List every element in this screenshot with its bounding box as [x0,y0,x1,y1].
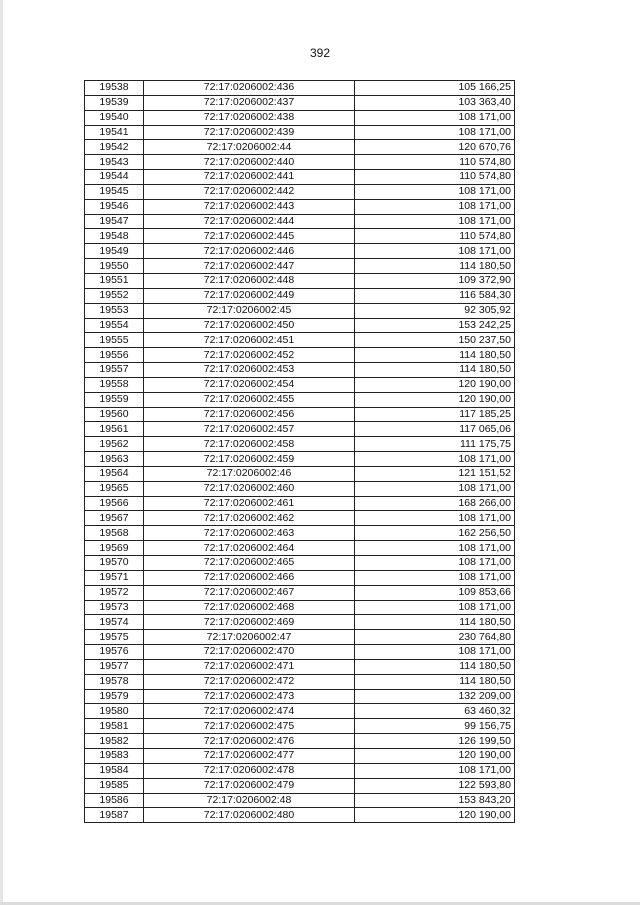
cadastral-number-cell: 72:17:0206002:46 [144,466,355,481]
cadastral-number-cell: 72:17:0206002:454 [144,377,355,392]
table-row [85,674,515,689]
cadastral-number-cell: 72:17:0206002:47 [144,630,355,645]
table-row [85,734,515,749]
amount-cell: 114 180,50 [355,363,515,378]
cadastral-number-cell: 72:17:0206002:456 [144,407,355,422]
table-row [85,689,515,704]
amount-cell: 126 199,50 [355,734,515,749]
amount-cell: 121 151,52 [355,466,515,481]
cadastral-number-cell: 72:17:0206002:475 [144,719,355,734]
amount-cell: 109 372,90 [355,273,515,288]
scan-edge-left [0,0,3,905]
row-number-cell: 19582 [85,734,144,749]
table-row [85,778,515,793]
table-row [85,110,515,125]
row-number-cell: 19575 [85,630,144,645]
table-row [85,763,515,778]
row-number-cell: 19568 [85,526,144,541]
table-row [85,659,515,674]
cadastral-number-cell: 72:17:0206002:439 [144,125,355,140]
row-number-cell: 19586 [85,793,144,808]
row-number-cell: 19552 [85,288,144,303]
row-number-cell: 19554 [85,318,144,333]
row-number-cell: 19555 [85,333,144,348]
row-number-cell: 19585 [85,778,144,793]
page-number: 392 [309,46,331,60]
amount-cell: 108 171,00 [355,452,515,467]
amount-cell: 108 171,00 [355,763,515,778]
row-number-cell: 19545 [85,184,144,199]
cadastral-number-cell: 72:17:0206002:452 [144,348,355,363]
table-row [85,348,515,363]
cadastral-number-cell: 72:17:0206002:437 [144,95,355,110]
table-row [85,392,515,407]
row-number-cell: 19562 [85,437,144,452]
cadastral-number-cell: 72:17:0206002:464 [144,541,355,556]
table-row [85,585,515,600]
cadastral-number-cell: 72:17:0206002:436 [144,81,355,96]
row-number-cell: 19543 [85,155,144,170]
amount-cell: 114 180,50 [355,659,515,674]
table-row [85,273,515,288]
row-number-cell: 19553 [85,303,144,318]
table-row [85,125,515,140]
amount-cell: 117 185,25 [355,407,515,422]
row-number-cell: 19577 [85,659,144,674]
row-number-cell: 19566 [85,496,144,511]
amount-cell: 108 171,00 [355,481,515,496]
amount-cell: 110 574,80 [355,155,515,170]
amount-cell: 230 764,80 [355,630,515,645]
row-number-cell: 19571 [85,570,144,585]
row-number-cell: 19573 [85,600,144,615]
cadastral-number-cell: 72:17:0206002:443 [144,199,355,214]
cadastral-number-cell: 72:17:0206002:472 [144,674,355,689]
table-row [85,407,515,422]
registry-table-body [85,81,515,823]
table-row [85,155,515,170]
row-number-cell: 19587 [85,808,144,823]
table-row [85,199,515,214]
amount-cell: 120 670,76 [355,140,515,155]
cadastral-number-cell: 72:17:0206002:441 [144,170,355,185]
row-number-cell: 19558 [85,377,144,392]
cadastral-number-cell: 72:17:0206002:445 [144,229,355,244]
row-number-cell: 19550 [85,259,144,274]
amount-cell: 63 460,32 [355,704,515,719]
row-number-cell: 19549 [85,244,144,259]
row-number-cell: 19570 [85,556,144,571]
cadastral-number-cell: 72:17:0206002:474 [144,704,355,719]
amount-cell: 168 266,00 [355,496,515,511]
row-number-cell: 19572 [85,585,144,600]
cadastral-number-cell: 72:17:0206002:455 [144,392,355,407]
row-number-cell: 19556 [85,348,144,363]
table-row [85,170,515,185]
table-row [85,600,515,615]
amount-cell: 110 574,80 [355,170,515,185]
cadastral-number-cell: 72:17:0206002:473 [144,689,355,704]
cadastral-number-cell: 72:17:0206002:470 [144,645,355,660]
cadastral-number-cell: 72:17:0206002:442 [144,184,355,199]
row-number-cell: 19540 [85,110,144,125]
cadastral-number-cell: 72:17:0206002:459 [144,452,355,467]
table-row [85,363,515,378]
amount-cell: 114 180,50 [355,615,515,630]
row-number-cell: 19551 [85,273,144,288]
cadastral-number-cell: 72:17:0206002:453 [144,363,355,378]
amount-cell: 108 171,00 [355,214,515,229]
table-row [85,481,515,496]
table-row [85,511,515,526]
row-number-cell: 19581 [85,719,144,734]
table-row [85,556,515,571]
row-number-cell: 19584 [85,763,144,778]
table-row [85,140,515,155]
amount-cell: 153 843,20 [355,793,515,808]
row-number-cell: 19565 [85,481,144,496]
row-number-cell: 19547 [85,214,144,229]
amount-cell: 108 171,00 [355,645,515,660]
row-number-cell: 19561 [85,422,144,437]
amount-cell: 116 584,30 [355,288,515,303]
table-row [85,496,515,511]
amount-cell: 108 171,00 [355,125,515,140]
cadastral-number-cell: 72:17:0206002:447 [144,259,355,274]
amount-cell: 122 593,80 [355,778,515,793]
cadastral-number-cell: 72:17:0206002:450 [144,318,355,333]
row-number-cell: 19546 [85,199,144,214]
table-row [85,244,515,259]
table-row [85,748,515,763]
row-number-cell: 19548 [85,229,144,244]
amount-cell: 120 190,00 [355,392,515,407]
table-row [85,615,515,630]
amount-cell: 153 242,25 [355,318,515,333]
cadastral-number-cell: 72:17:0206002:45 [144,303,355,318]
amount-cell: 99 156,75 [355,719,515,734]
table-row [85,437,515,452]
row-number-cell: 19559 [85,392,144,407]
amount-cell: 108 171,00 [355,556,515,571]
amount-cell: 111 175,75 [355,437,515,452]
table-row [85,422,515,437]
table-row [85,466,515,481]
amount-cell: 162 256,50 [355,526,515,541]
table-row [85,377,515,392]
cadastral-number-cell: 72:17:0206002:446 [144,244,355,259]
registry-table-container [84,80,515,823]
amount-cell: 108 171,00 [355,244,515,259]
amount-cell: 132 209,00 [355,689,515,704]
table-row [85,630,515,645]
cadastral-number-cell: 72:17:0206002:476 [144,734,355,749]
table-row [85,541,515,556]
cadastral-number-cell: 72:17:0206002:466 [144,570,355,585]
cadastral-number-cell: 72:17:0206002:463 [144,526,355,541]
cadastral-number-cell: 72:17:0206002:471 [144,659,355,674]
row-number-cell: 19583 [85,748,144,763]
row-number-cell: 19564 [85,466,144,481]
row-number-cell: 19541 [85,125,144,140]
table-row [85,95,515,110]
row-number-cell: 19539 [85,95,144,110]
cadastral-number-cell: 72:17:0206002:465 [144,556,355,571]
table-row [85,719,515,734]
table-row [85,808,515,823]
cadastral-number-cell: 72:17:0206002:467 [144,585,355,600]
row-number-cell: 19579 [85,689,144,704]
amount-cell: 108 171,00 [355,110,515,125]
table-row [85,793,515,808]
row-number-cell: 19574 [85,615,144,630]
table-row [85,303,515,318]
table-row [85,229,515,244]
table-row [85,570,515,585]
cadastral-number-cell: 72:17:0206002:469 [144,615,355,630]
amount-cell: 114 180,50 [355,674,515,689]
row-number-cell: 19542 [85,140,144,155]
cadastral-number-cell: 72:17:0206002:462 [144,511,355,526]
amount-cell: 108 171,00 [355,541,515,556]
row-number-cell: 19567 [85,511,144,526]
table-row [85,526,515,541]
cadastral-number-cell: 72:17:0206002:440 [144,155,355,170]
table-row [85,645,515,660]
row-number-cell: 19576 [85,645,144,660]
amount-cell: 150 237,50 [355,333,515,348]
row-number-cell: 19544 [85,170,144,185]
row-number-cell: 19578 [85,674,144,689]
amount-cell: 117 065,06 [355,422,515,437]
amount-cell: 108 171,00 [355,199,515,214]
row-number-cell: 19538 [85,81,144,96]
table-row [85,184,515,199]
amount-cell: 110 574,80 [355,229,515,244]
amount-cell: 103 363,40 [355,95,515,110]
amount-cell: 120 190,00 [355,808,515,823]
cadastral-number-cell: 72:17:0206002:478 [144,763,355,778]
cadastral-number-cell: 72:17:0206002:48 [144,793,355,808]
row-number-cell: 19569 [85,541,144,556]
table-row [85,452,515,467]
table-row [85,318,515,333]
cadastral-number-cell: 72:17:0206002:480 [144,808,355,823]
amount-cell: 108 171,00 [355,184,515,199]
cadastral-number-cell: 72:17:0206002:444 [144,214,355,229]
cadastral-number-cell: 72:17:0206002:448 [144,273,355,288]
table-row [85,81,515,96]
cadastral-number-cell: 72:17:0206002:458 [144,437,355,452]
cadastral-number-cell: 72:17:0206002:457 [144,422,355,437]
cadastral-number-cell: 72:17:0206002:479 [144,778,355,793]
cadastral-number-cell: 72:17:0206002:468 [144,600,355,615]
table-row [85,214,515,229]
row-number-cell: 19560 [85,407,144,422]
amount-cell: 108 171,00 [355,570,515,585]
cadastral-number-cell: 72:17:0206002:44 [144,140,355,155]
cadastral-number-cell: 72:17:0206002:460 [144,481,355,496]
amount-cell: 105 166,25 [355,81,515,96]
amount-cell: 114 180,50 [355,348,515,363]
table-row [85,288,515,303]
cadastral-number-cell: 72:17:0206002:451 [144,333,355,348]
cadastral-number-cell: 72:17:0206002:461 [144,496,355,511]
amount-cell: 114 180,50 [355,259,515,274]
cadastral-number-cell: 72:17:0206002:449 [144,288,355,303]
row-number-cell: 19563 [85,452,144,467]
amount-cell: 108 171,00 [355,511,515,526]
cadastral-number-cell: 72:17:0206002:438 [144,110,355,125]
cadastral-number-cell: 72:17:0206002:477 [144,748,355,763]
table-row [85,704,515,719]
row-number-cell: 19580 [85,704,144,719]
row-number-cell: 19557 [85,363,144,378]
amount-cell: 92 305,92 [355,303,515,318]
amount-cell: 108 171,00 [355,600,515,615]
registry-table [84,80,515,823]
amount-cell: 120 190,00 [355,748,515,763]
amount-cell: 120 190,00 [355,377,515,392]
table-row [85,259,515,274]
table-row [85,333,515,348]
amount-cell: 109 853,66 [355,585,515,600]
